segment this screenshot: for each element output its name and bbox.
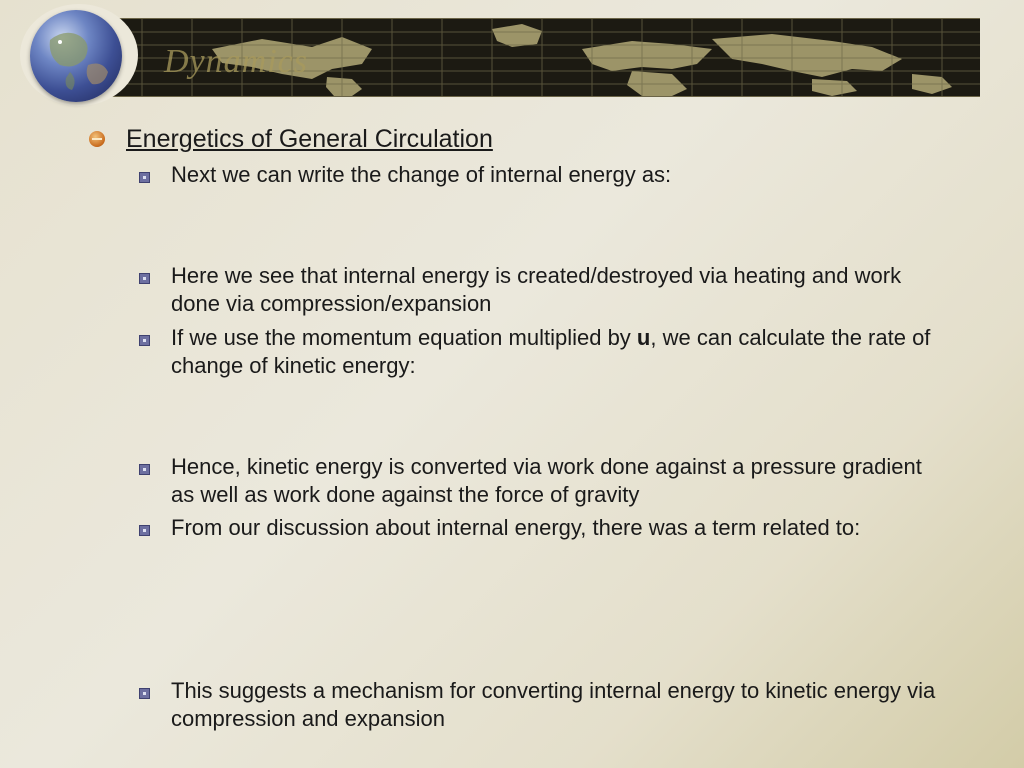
- bullet-item: Hence, kinetic energy is converted via work done against a pressure gradient as well as work done against the force of gravity: [171, 454, 922, 507]
- square-bullet-icon: [139, 335, 150, 346]
- square-bullet-icon: [139, 172, 150, 183]
- bullet-item: Next we can write the change of internal energy as:: [171, 162, 672, 187]
- square-bullet-icon: [139, 525, 150, 536]
- round-bullet-icon: [89, 131, 105, 147]
- bullet-item: [171, 324, 941, 380]
- square-bullet-icon: [139, 688, 150, 699]
- square-bullet-icon: [139, 273, 150, 284]
- bold-u: u: [636, 325, 651, 350]
- bullet-item: This suggests a mechanism for converting internal energy to kinetic energy via compression and expansion: [171, 678, 936, 731]
- bullet-text: If we use the momentum equation multiplied by: [171, 325, 637, 350]
- bullet-item: From our discussion about internal energy, there was a term related to:: [171, 515, 861, 540]
- banner-title: Dynamics: [164, 43, 308, 80]
- section-heading: Energetics of General Circulation: [126, 125, 493, 153]
- bullet-text: , we can calculate the rate of change of kinetic energy:: [171, 325, 931, 378]
- bullet-item: Here we see that internal energy is created/destroyed via heating and work done via compression/expansion: [171, 263, 902, 316]
- square-bullet-icon: [139, 464, 150, 475]
